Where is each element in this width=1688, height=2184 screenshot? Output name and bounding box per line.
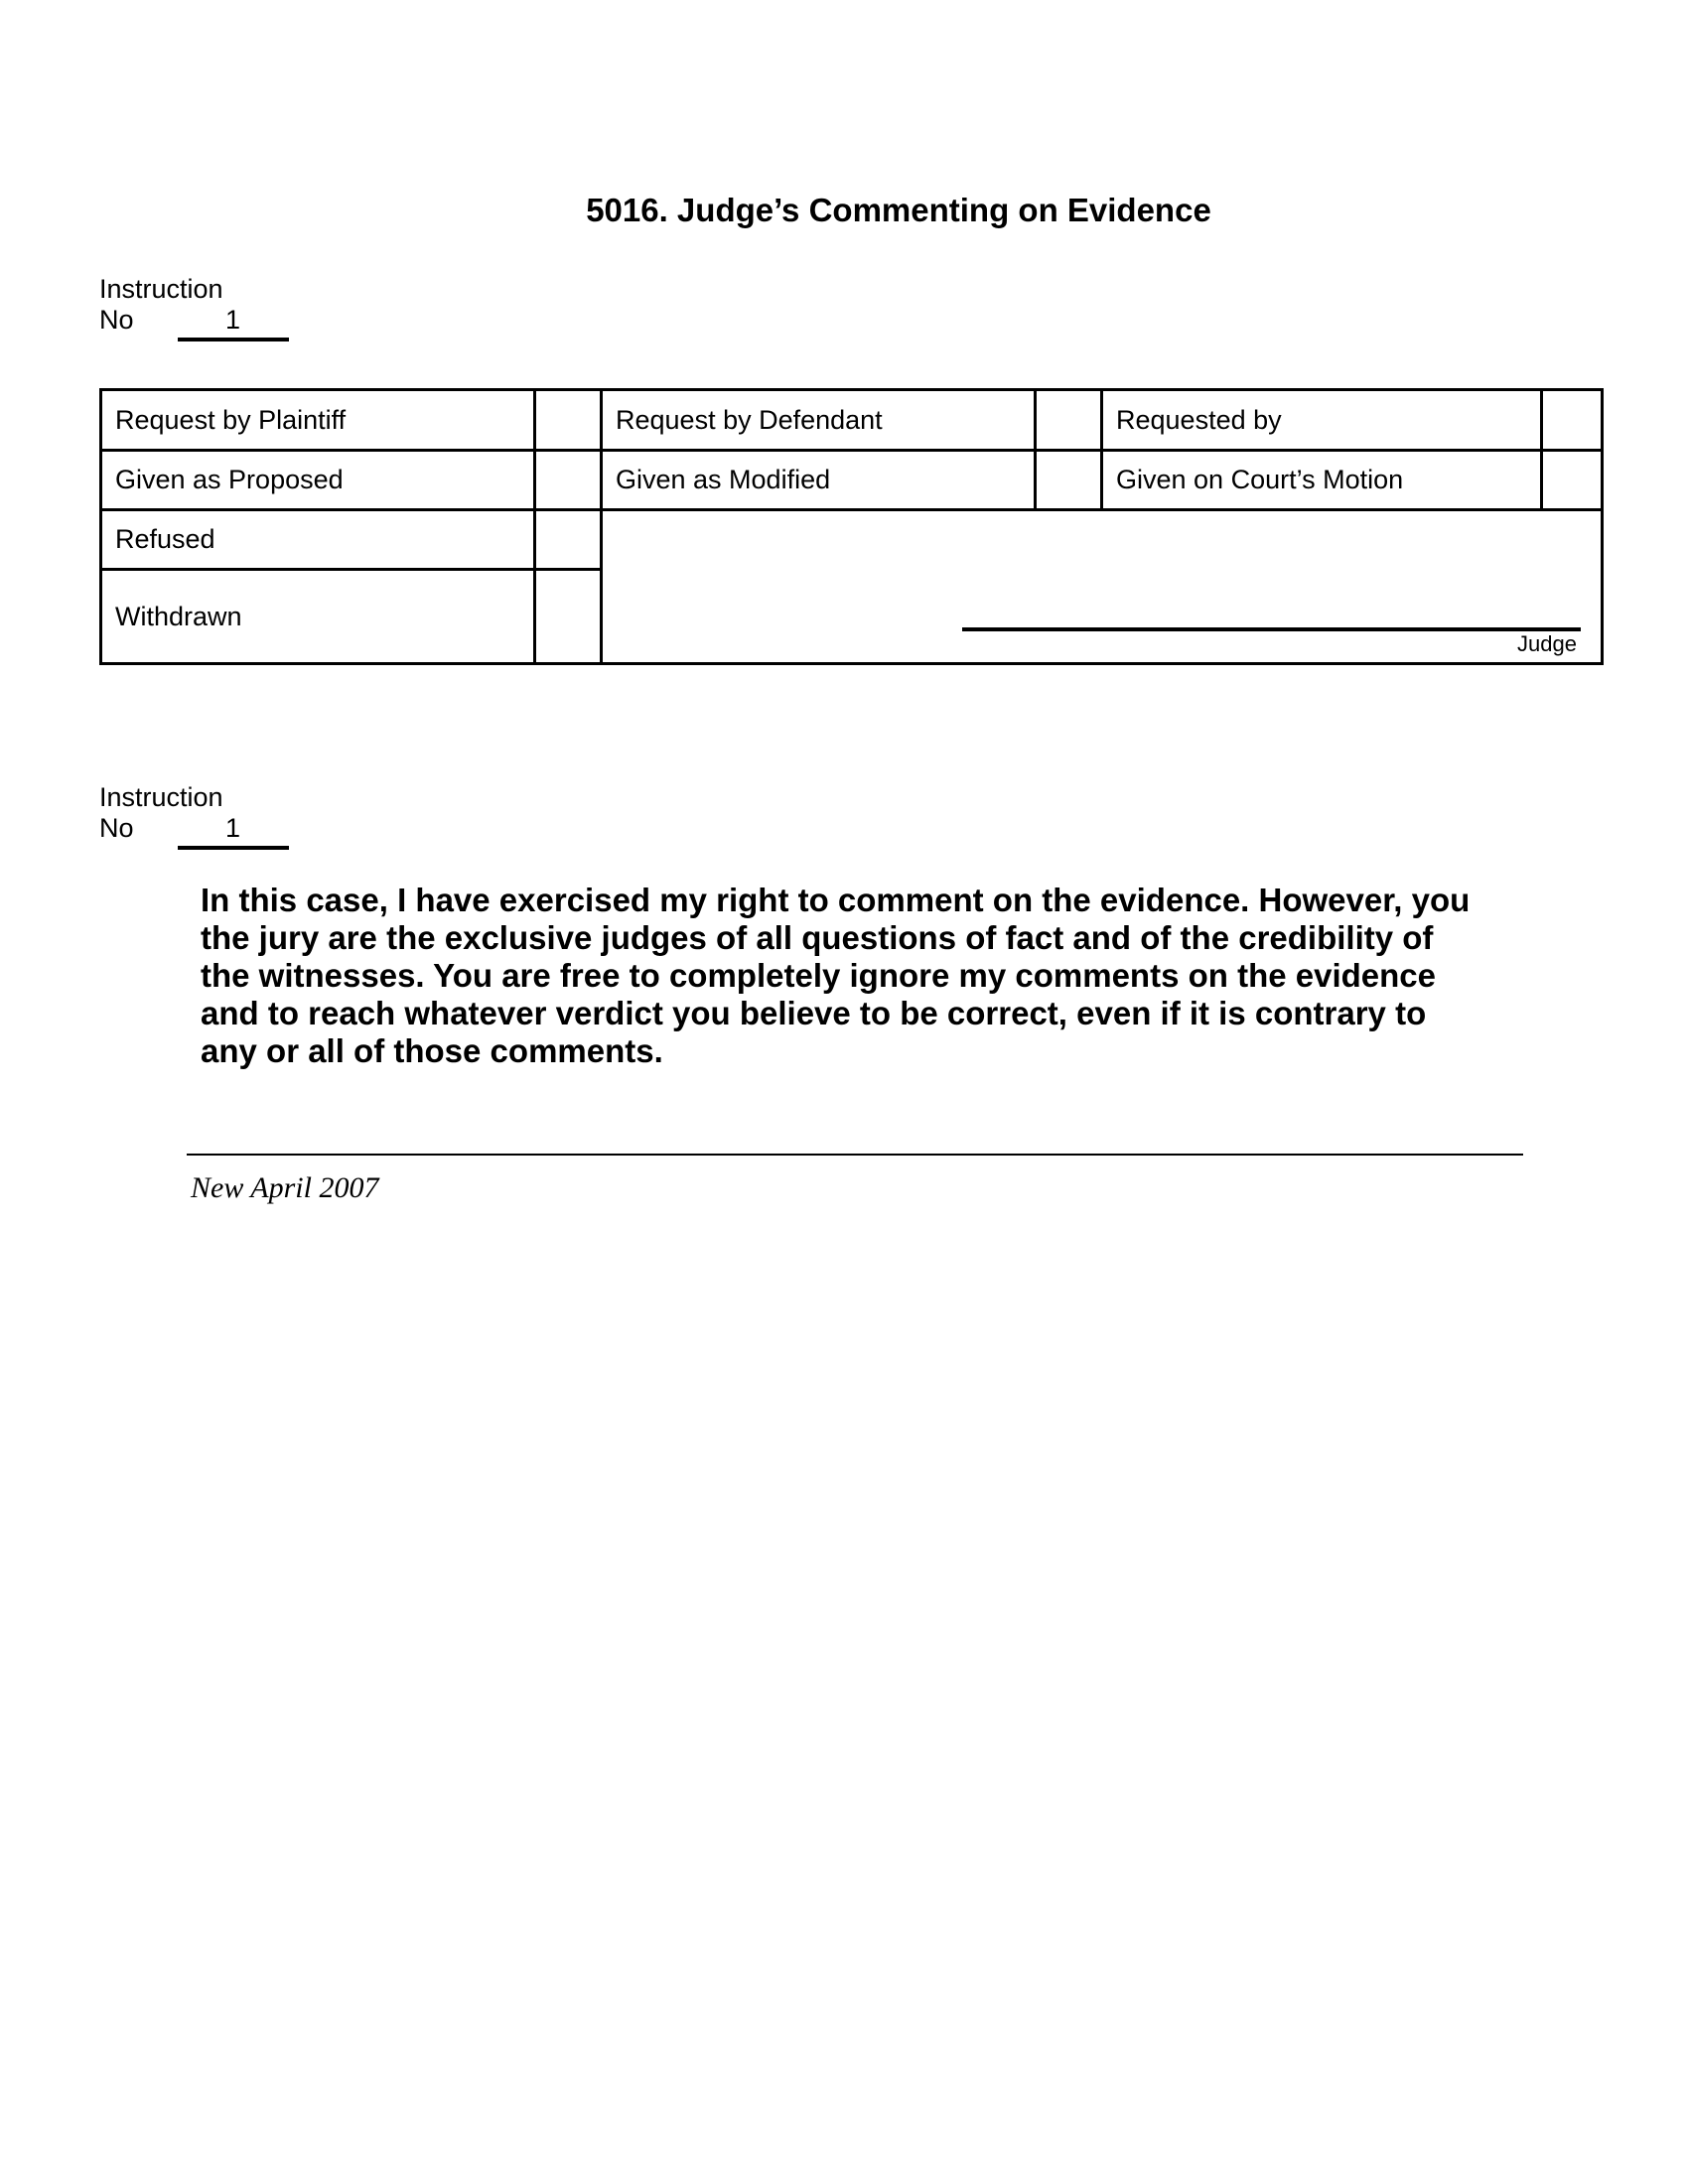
instruction-number-block-body (99, 782, 289, 850)
checkbox-cell-refused (535, 510, 602, 570)
checkbox-cell-request-by-defendant (1036, 390, 1102, 451)
checkbox-cell-given-on-courts-motion (1542, 451, 1603, 510)
instruction-number-value: 1 (225, 305, 241, 335)
instruction-no-label: No (99, 813, 134, 843)
cell-given-as-proposed: Given as Proposed (101, 451, 535, 510)
judge-signature-cell (602, 510, 1603, 664)
footer-divider (187, 1154, 1523, 1156)
cell-request-by-defendant: Request by Defendant (602, 390, 1036, 451)
checkbox-cell-withdrawn (535, 570, 602, 664)
instruction-number-block-top (99, 274, 289, 341)
page-title: 5016. Judge’s Commenting on Evidence (586, 192, 1211, 228)
instruction-number-row (99, 305, 289, 341)
instruction-no-label: No (99, 305, 134, 335)
checkbox-cell-given-as-modified (1036, 451, 1102, 510)
checkbox-cell-request-by-plaintiff (535, 390, 602, 451)
table-row (101, 451, 1603, 510)
cell-refused: Refused (101, 510, 535, 570)
cell-given-on-courts-motion: Given on Court’s Motion (1102, 451, 1542, 510)
checkbox-cell-given-as-proposed (535, 451, 602, 510)
cell-withdrawn: Withdrawn (101, 570, 535, 664)
checkbox-cell-requested-by (1542, 390, 1603, 451)
instruction-number-underline (178, 305, 289, 341)
cell-requested-by: Requested by (1102, 390, 1542, 451)
jury-instruction-text: In this case, I have exercised my right to comment on the evidence. However, you the jury are the exclusive judges of all questions of fact and of the credibility of the witnesses. You are free to completely ignore my comments on the evidence and to reach whatever verdict you believe to be correct, even if it is contrary to any or all of those comments. (201, 882, 1471, 1069)
judge-signature-line (962, 627, 1581, 631)
table-row (101, 510, 1603, 570)
cell-given-as-modified: Given as Modified (602, 451, 1036, 510)
revision-note: New April 2007 (191, 1171, 379, 1204)
instruction-number-underline (178, 813, 289, 850)
instruction-status-table (99, 388, 1604, 665)
instruction-number-value: 1 (225, 813, 241, 843)
instruction-label: Instruction (99, 782, 223, 812)
judge-signature-label: Judge (1517, 631, 1577, 656)
instruction-label: Instruction (99, 274, 223, 304)
instruction-number-row (99, 813, 289, 850)
cell-request-by-plaintiff: Request by Plaintiff (101, 390, 535, 451)
table-row (101, 390, 1603, 451)
